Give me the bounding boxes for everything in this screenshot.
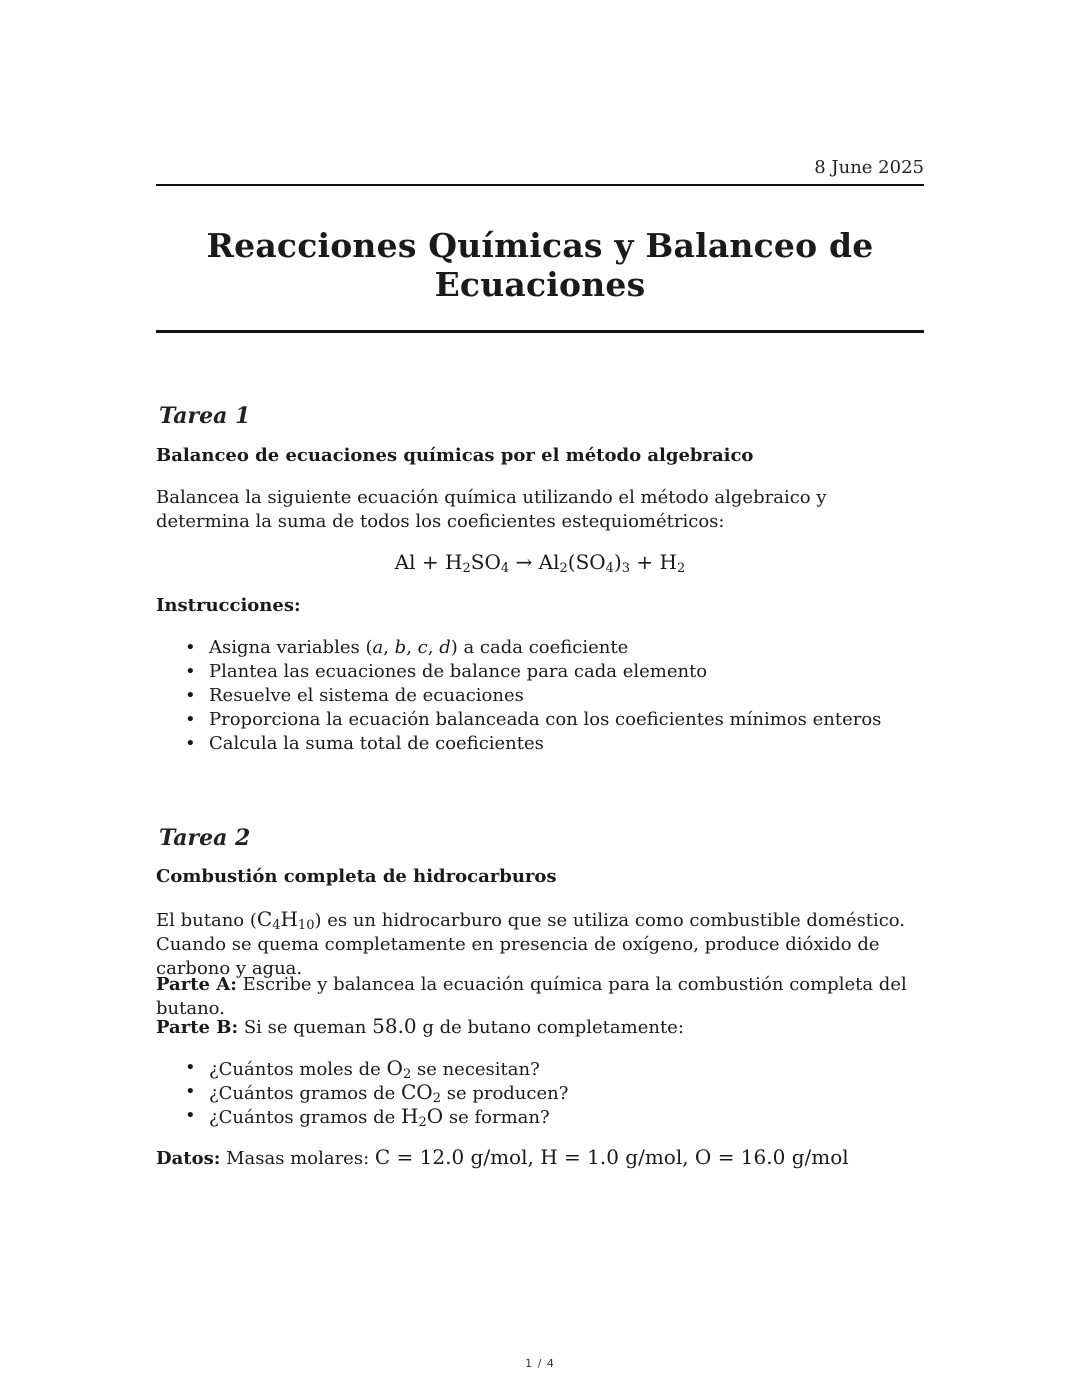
title-rule <box>156 330 924 333</box>
task2-intro: El butano $(C_4H_{10})$ es un hidrocarburo que se utiliza como combustible doméstico. Cuando se quema completamente en presencia de oxígeno, produce dióxido de carbono y agua. <box>156 907 906 979</box>
task2-heading: Tarea 2 <box>159 825 251 851</box>
task2-subtitle: Combustión completa de hidrocarburos <box>156 866 557 887</box>
questions-list <box>185 1056 568 1128</box>
instruction-item: • Proporciona la ecuación balanceada con los coeficientes mínimos enteros <box>185 708 881 732</box>
instruction-item: • Resuelve el sistema de ecuaciones <box>185 684 881 708</box>
question-item: • ¿Cuántos gramos de $H_2O$ se forman? <box>185 1104 568 1128</box>
task1-prompt: Balancea la siguiente ecuación química utilizando el método algebraico y determina la suma de todos los coeficientes estequiométricos: <box>156 487 827 532</box>
task1-equation: $Al + H_2SO_4 \to Al_2(SO_4)_3 + H_2$ <box>394 550 686 576</box>
instruction-item: • Plantea las ecuaciones de balance para cada elemento <box>185 660 881 684</box>
part-b-label: Parte B: <box>156 1017 239 1038</box>
page-number: 1 / 4 <box>525 1357 555 1370</box>
question-item: • ¿Cuántos moles de $O_2$ se necesitan? <box>185 1056 568 1080</box>
question-item: • ¿Cuántos gramos de $CO_2$ se producen? <box>185 1080 568 1104</box>
task1-heading: Tarea 1 <box>159 403 251 429</box>
task1-subtitle: Balanceo de ecuaciones químicas por el método algebraico <box>156 445 754 466</box>
header-rule <box>156 184 924 186</box>
instructions-label: Instrucciones: <box>156 595 301 616</box>
document-title: Reacciones Químicas y Balanceo de Ecuaciones <box>206 226 874 304</box>
part-b: Parte B: Si se queman 58.0 g de butano completamente: <box>156 1014 684 1038</box>
instruction-item: • Asigna variables (a, b, c, d) a cada coeficiente <box>185 636 881 660</box>
data-line: Datos: Masas molares: C = 12.0 g/mol, H = 1.0 g/mol, O = 16.0 g/mol <box>156 1145 849 1169</box>
data-label: Datos: <box>156 1148 221 1169</box>
header-date: 8 June 2025 <box>814 157 924 178</box>
part-a-label: Parte A: <box>156 974 237 995</box>
instruction-item: • Calcula la suma total de coeficientes <box>185 732 881 756</box>
part-a-text: Escribe y balancea la ecuación química para la combustión completa del butano. <box>156 974 907 1019</box>
instructions-list <box>185 636 881 756</box>
